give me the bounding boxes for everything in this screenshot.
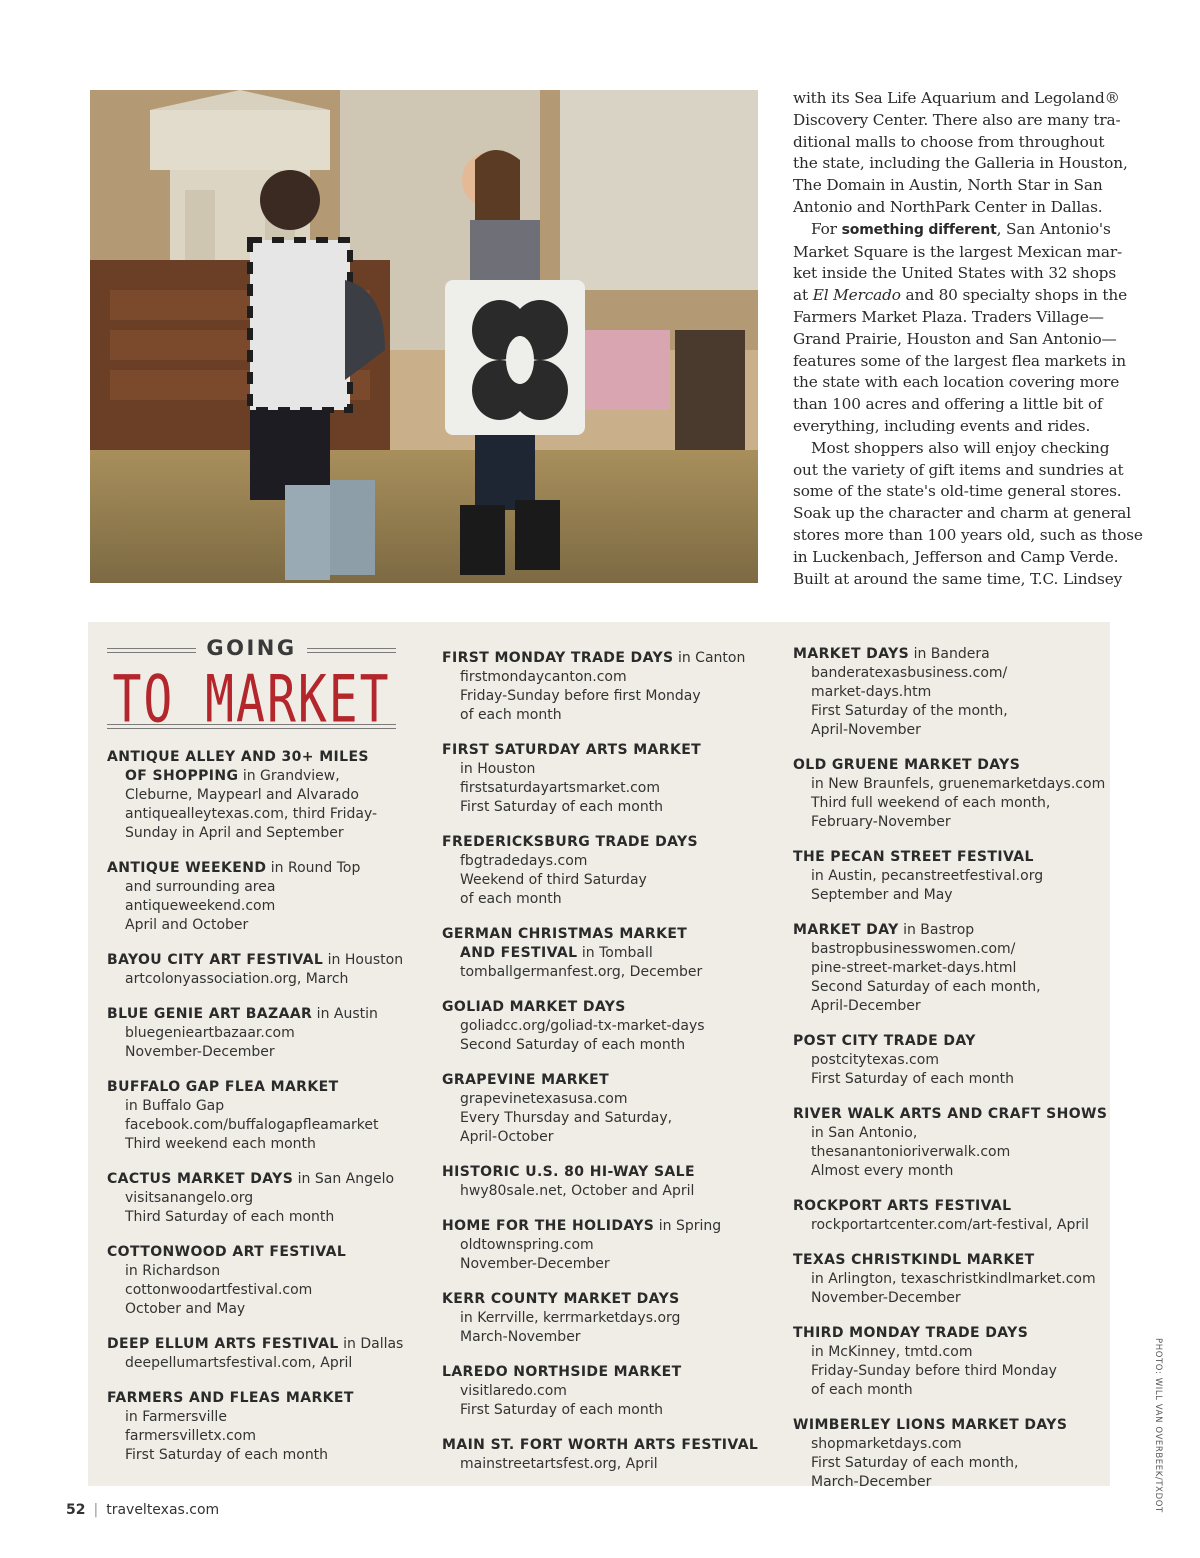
market-name: ANTIQUE WEEKEND: [107, 860, 267, 876]
market-detail: antiquealleytexas.com, third Friday-: [125, 806, 378, 822]
market-detail: November-December: [125, 1044, 275, 1060]
body-text: at: [793, 286, 813, 305]
market-entry-headline: [793, 1324, 1103, 1343]
market-detail: visitlaredo.com: [460, 1383, 567, 1399]
market-detail: April-October: [460, 1129, 554, 1145]
market-detail: Third weekend each month: [125, 1136, 316, 1152]
market-detail: goliadcc.org/goliad-tx-market-days: [460, 1018, 705, 1034]
market-detail: Second Saturday of each month,: [811, 979, 1041, 995]
sidebar-title: TO MARKET: [112, 662, 391, 738]
market-location: in Bandera: [909, 646, 990, 662]
market-name: CACTUS MARKET DAYS: [107, 1171, 294, 1187]
body-line: Most shoppers also will enjoy checking: [811, 438, 1110, 457]
market-detail: bastropbusinesswomen.com/: [811, 941, 1016, 957]
market-detail: oldtownspring.com: [460, 1237, 594, 1253]
market-location: in Houston: [323, 952, 404, 968]
market-entry-headline: [107, 748, 407, 767]
body-line: the state with each location covering more: [793, 373, 1120, 392]
market-detail: of each month: [460, 891, 562, 907]
market-entry: [793, 645, 1103, 740]
market-entry: [793, 1032, 1103, 1089]
market-name: FREDERICKSBURG TRADE DAYS: [442, 834, 699, 850]
market-detail: November-December: [811, 1290, 961, 1306]
market-detail: mainstreetartsfest.org, April: [460, 1456, 658, 1472]
market-detail: First Saturday of each month: [460, 1402, 664, 1418]
market-name: THIRD MONDAY TRADE DAYS: [793, 1325, 1029, 1341]
market-detail: hwy80sale.net, October and April: [460, 1183, 695, 1199]
market-name: WIMBERLEY LIONS MARKET DAYS: [793, 1417, 1068, 1433]
sidebar-kicker: [107, 636, 396, 660]
market-detail: of each month: [460, 707, 562, 723]
body-text: and 80 specialty shops in the: [900, 286, 1128, 305]
market-photo: [90, 90, 758, 583]
market-entry-headline: [442, 833, 772, 852]
body-line: ket inside the United States with 32 shops: [793, 264, 1117, 283]
market-location: in Spring: [654, 1218, 722, 1234]
market-list-column-1: [107, 748, 407, 1481]
body-line: Built at around the same time, T.C. Lindsey: [793, 569, 1123, 588]
market-entry-headline-cont: [442, 944, 772, 963]
market-name: LAREDO NORTHSIDE MARKET: [442, 1364, 682, 1380]
market-entry-headline: [107, 1078, 407, 1097]
market-entry-headline: [107, 1170, 407, 1189]
market-name: OLD GRUENE MARKET DAYS: [793, 757, 1021, 773]
market-detail: tomballgermanfest.org, December: [460, 964, 703, 980]
market-name: ANTIQUE ALLEY AND 30+ MILES: [107, 749, 369, 765]
market-entry-headline: [793, 756, 1103, 775]
market-entry-headline: [107, 1243, 407, 1262]
body-line: [793, 219, 1113, 242]
market-detail: shopmarketdays.com: [811, 1436, 962, 1452]
market-detail: October and May: [125, 1301, 246, 1317]
market-detail: in Arlington, texaschristkindlmarket.com: [811, 1271, 1096, 1287]
market-list-column-2: [442, 649, 772, 1490]
market-detail: in New Braunfels, gruenemarketdays.com: [811, 776, 1106, 792]
market-entry: [107, 1335, 407, 1373]
market-entry: [793, 1105, 1108, 1181]
market-detail: Friday-Sunday before third Monday: [811, 1363, 1057, 1379]
market-entry: [442, 741, 772, 817]
market-detail: postcitytexas.com: [811, 1052, 939, 1068]
market-detail: firstmondaycanton.com: [460, 669, 627, 685]
market-detail: fbgtradedays.com: [460, 853, 588, 869]
market-detail: market-days.htm: [811, 684, 932, 700]
body-line: Market Square is the largest Mexican mar-: [793, 242, 1123, 261]
market-detail: in San Antonio,: [811, 1125, 918, 1141]
market-entry-headline: [107, 951, 407, 970]
market-detail: Every Thursday and Saturday,: [460, 1110, 673, 1126]
market-entry-headline: [442, 741, 772, 760]
body-italic-phrase: El Mercado: [812, 286, 901, 305]
market-entry-headline: [107, 859, 407, 878]
sidebar-kicker-text: GOING: [196, 636, 306, 660]
market-detail: September and May: [811, 887, 953, 903]
page-number: 52: [66, 1502, 86, 1518]
market-entry-headline: [793, 848, 1103, 867]
market-entry-headline: [442, 1071, 772, 1090]
market-detail: artcolonyassociation.org, March: [125, 971, 349, 987]
market-entry-headline: [107, 1005, 407, 1024]
market-detail: facebook.com/buffalogapfleamarket: [125, 1117, 379, 1133]
market-detail: April-November: [811, 722, 921, 738]
body-line: stores more than 100 years old, such as those: [793, 525, 1143, 544]
market-entry-headline: [793, 1197, 1103, 1216]
market-list-column-3: [793, 645, 1108, 1508]
market-detail: March-November: [460, 1329, 581, 1345]
market-entry-headline: [793, 921, 1103, 940]
market-name: MARKET DAYS: [793, 646, 910, 662]
market-entry-headline: [793, 1251, 1103, 1270]
market-entry: [442, 833, 772, 909]
market-name: BLUE GENIE ART BAZAAR: [107, 1006, 313, 1022]
market-entry: [793, 921, 1103, 1016]
market-detail: in McKinney, tmtd.com: [811, 1344, 973, 1360]
market-entry: [793, 1251, 1103, 1308]
heading-rule-bottom: [107, 724, 396, 729]
body-line: Discovery Center. There also are many tra-: [793, 110, 1121, 129]
market-detail: farmersvilletx.com: [125, 1428, 257, 1444]
market-entry-headline: [442, 1363, 772, 1382]
market-name: POST CITY TRADE DAY: [793, 1033, 976, 1049]
market-detail: in Houston: [460, 761, 536, 777]
market-location: in Tomball: [577, 945, 653, 961]
market-detail: thesanantonioriverwalk.com: [811, 1144, 1011, 1160]
market-detail: Third Saturday of each month: [125, 1209, 335, 1225]
body-line: Soak up the character and charm at general: [793, 504, 1132, 523]
market-detail: banderatexasbusiness.com/: [811, 665, 1008, 681]
market-detail: February-November: [811, 814, 951, 830]
market-detail: Almost every month: [811, 1163, 954, 1179]
market-location: in Dallas: [338, 1336, 404, 1352]
market-entry-headline: [793, 1032, 1103, 1051]
market-entry: [442, 1436, 772, 1474]
market-entry: [107, 748, 407, 843]
body-line: Antonio and NorthPark Center in Dallas.: [793, 197, 1103, 216]
body-line: with its Sea Life Aquarium and Legoland®: [793, 89, 1120, 107]
market-name: ROCKPORT ARTS FESTIVAL: [793, 1198, 1012, 1214]
market-entry: [442, 1163, 772, 1201]
body-line: Farmers Market Plaza. Traders Village—: [793, 307, 1104, 326]
market-name: MARKET DAY: [793, 922, 899, 938]
market-entry-headline: [107, 1335, 407, 1354]
market-location: in San Angelo: [293, 1171, 395, 1187]
market-photo-illustration: [90, 90, 758, 583]
market-detail: cottonwoodartfestival.com: [125, 1282, 313, 1298]
market-name: FIRST SATURDAY ARTS MARKET: [442, 742, 702, 758]
market-entry: [107, 859, 407, 935]
market-detail: April and October: [125, 917, 249, 933]
market-detail: of each month: [811, 1382, 913, 1398]
market-detail: bluegenieartbazaar.com: [125, 1025, 295, 1041]
market-detail: in Richardson: [125, 1263, 221, 1279]
body-line: out the variety of gift items and sundries at: [793, 460, 1124, 479]
market-detail: in Kerrville, kerrmarketdays.org: [460, 1310, 681, 1326]
market-entry: [442, 1290, 772, 1347]
market-location: in Canton: [673, 650, 746, 666]
market-entry: [107, 1389, 407, 1465]
market-name: GOLIAD MARKET DAYS: [442, 999, 626, 1015]
market-name: TEXAS CHRISTKINDL MARKET: [793, 1252, 1035, 1268]
market-entry: [793, 756, 1106, 832]
market-entry: [442, 1217, 772, 1274]
body-line: features some of the largest flea markets in: [793, 351, 1126, 370]
market-detail: rockportartcenter.com/art-festival, April: [811, 1217, 1089, 1233]
footer-separator: |: [93, 1502, 99, 1518]
market-name: GERMAN CHRISTMAS MARKET: [442, 926, 688, 942]
body-line: ditional malls to choose from throughout: [793, 132, 1105, 151]
market-detail: First Saturday of each month: [125, 1447, 329, 1463]
body-line: Grand Prairie, Houston and San Antonio—: [793, 329, 1117, 348]
market-name: KERR COUNTY MARKET DAYS: [442, 1291, 680, 1307]
market-name: GRAPEVINE MARKET: [442, 1072, 610, 1088]
market-location: in Round Top: [266, 860, 361, 876]
market-entry: [793, 1416, 1103, 1492]
market-name: HOME FOR THE HOLIDAYS: [442, 1218, 655, 1234]
market-entry: [107, 1005, 407, 1062]
photo-credit: PHOTO: WILL VAN OVERBEEK/TXDOT: [1153, 1338, 1163, 1513]
market-entry: [442, 998, 772, 1055]
market-name: COTTONWOOD ART FESTIVAL: [107, 1244, 347, 1260]
market-entry: [442, 1071, 772, 1147]
market-name: BUFFALO GAP FLEA MARKET: [107, 1079, 339, 1095]
market-detail: firstsaturdayartsmarket.com: [460, 780, 661, 796]
market-detail: deepellumartsfestival.com, April: [125, 1355, 353, 1371]
market-entry-headline: [793, 645, 1103, 664]
market-name: THE PECAN STREET FESTIVAL: [793, 849, 1034, 865]
market-entry: [107, 1170, 407, 1227]
market-entry-headline: [442, 1217, 772, 1236]
body-bold-phrase: something different: [841, 221, 997, 238]
market-entry: [793, 848, 1103, 905]
market-detail: in Buffalo Gap: [125, 1098, 225, 1114]
market-entry-headline: [442, 649, 772, 668]
page-footer: [66, 1502, 219, 1518]
market-entry-headline: [793, 1416, 1103, 1435]
market-detail: in Farmersville: [125, 1409, 227, 1425]
market-entry-headline: [442, 925, 772, 944]
market-name: MAIN ST. FORT WORTH ARTS FESTIVAL: [442, 1437, 759, 1453]
body-line: everything, including events and rides.: [793, 416, 1091, 435]
market-name: BAYOU CITY ART FESTIVAL: [107, 952, 324, 968]
article-body: [793, 88, 1143, 590]
market-detail: grapevinetexasusa.com: [460, 1091, 628, 1107]
market-name: AND FESTIVAL: [460, 945, 578, 961]
market-detail: pine-street-market-days.html: [811, 960, 1017, 976]
market-name: OF SHOPPING: [125, 768, 239, 784]
footer-site: traveltexas.com: [106, 1502, 220, 1518]
market-detail: Third full weekend of each month,: [811, 795, 1051, 811]
market-name: FARMERS AND FLEAS MARKET: [107, 1390, 354, 1406]
market-detail: in Austin, pecanstreetfestival.org: [811, 868, 1044, 884]
market-detail: First Saturday of each month: [460, 799, 664, 815]
body-text: , San Antonio's: [996, 219, 1111, 238]
market-name: FIRST MONDAY TRADE DAYS: [442, 650, 674, 666]
market-entry: [107, 1078, 407, 1154]
market-detail: and surrounding area: [125, 879, 276, 895]
body-line: [793, 285, 1128, 307]
market-entry: [793, 1324, 1103, 1400]
market-entry-headline: [442, 1290, 772, 1309]
market-detail: Friday-Sunday before first Monday: [460, 688, 701, 704]
market-detail: Cleburne, Maypearl and Alvarado: [125, 787, 359, 803]
market-entry: [793, 1197, 1103, 1235]
market-detail: Sunday in April and September: [125, 825, 344, 841]
market-entry: [442, 925, 772, 982]
market-detail: First Saturday of the month,: [811, 703, 1008, 719]
body-line: in Luckenbach, Jefferson and Camp Verde.: [793, 547, 1119, 566]
market-detail: visitsanangelo.org: [125, 1190, 254, 1206]
market-location: in Austin: [312, 1006, 378, 1022]
market-entry-headline: [442, 1436, 772, 1455]
market-detail: Second Saturday of each month: [460, 1037, 686, 1053]
market-entry: [107, 1243, 407, 1319]
market-entry: [107, 951, 407, 989]
market-entry-headline-cont: [107, 767, 407, 786]
market-name: RIVER WALK ARTS AND CRAFT SHOWS: [793, 1106, 1108, 1122]
market-name: DEEP ELLUM ARTS FESTIVAL: [107, 1336, 339, 1352]
market-detail: November-December: [460, 1256, 610, 1272]
market-entry-headline: [442, 998, 772, 1017]
body-text: For: [811, 219, 842, 238]
market-entry-headline: [107, 1389, 407, 1408]
market-entry-headline: [793, 1105, 1108, 1124]
market-detail: antiqueweekend.com: [125, 898, 276, 914]
body-line: The Domain in Austin, North Star in San: [793, 176, 1103, 195]
body-line: the state, including the Galleria in Houston,: [793, 154, 1128, 173]
market-detail: First Saturday of each month: [811, 1071, 1015, 1087]
market-detail: March-December: [811, 1474, 932, 1490]
body-line: than 100 acres and offering a little bit of: [793, 395, 1103, 414]
market-entry-headline: [442, 1163, 772, 1182]
market-entry: [442, 649, 772, 725]
market-location: in Bastrop: [898, 922, 975, 938]
market-detail: Weekend of third Saturday: [460, 872, 647, 888]
body-line: some of the state's old-time general stores.: [793, 482, 1122, 501]
market-location: in Grandview,: [238, 768, 340, 784]
market-detail: April-December: [811, 998, 921, 1014]
market-name: HISTORIC U.S. 80 HI-WAY SALE: [442, 1164, 695, 1180]
market-entry: [442, 1363, 772, 1420]
market-detail: First Saturday of each month,: [811, 1455, 1019, 1471]
